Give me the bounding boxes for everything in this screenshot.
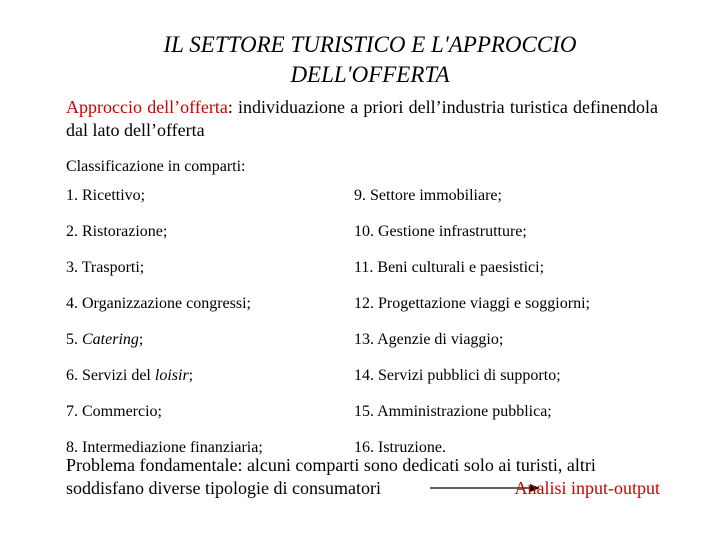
item-text: 1. Ricettivo; [66, 187, 146, 204]
intro-label: Approccio dell’offerta [66, 97, 228, 117]
item-text: 2. Ristorazione; [66, 223, 168, 240]
page-title: IL SETTORE TURISTICO E L'APPROCCIO DELL'OFFERTA [163, 32, 577, 87]
list-item [66, 186, 263, 222]
list-item [66, 330, 263, 366]
item-suffix: ; [188, 367, 194, 384]
problem-line-2-row [66, 477, 662, 500]
list-item: 10. Gestione infrastrutture; [354, 223, 527, 240]
problem-line-2: soddisfano diverse tipologie di consumatori [66, 478, 381, 498]
problem-line-1: Problema fondamentale: alcuni comparti sono dedicati solo ai turisti, altri [66, 455, 596, 475]
item-text: 8. Intermediazione finanziaria; [66, 439, 263, 456]
left-list [66, 186, 263, 474]
classification-heading: Classificazione in comparti: [66, 158, 246, 175]
list-item: 14. Servizi pubblici di supporto; [354, 367, 561, 384]
item-text: 4. Organizzazione congressi; [66, 295, 251, 312]
item-italic-text: loisir [154, 367, 189, 384]
list-item: 12. Progettazione viaggi e soggiorni; [354, 295, 590, 312]
item-text: 3. Trasporti; [66, 259, 145, 276]
item-suffix: ; [138, 331, 144, 348]
item-italic-text: Catering [82, 331, 139, 348]
list-item: 16. Istruzione. [354, 439, 446, 456]
list-item: 9. Settore immobiliare; [354, 187, 502, 204]
conclusion-label: Analisi input-output [514, 478, 660, 498]
list-item [66, 402, 263, 438]
list-item: 13. Agenzie di viaggio; [354, 331, 504, 348]
intro-paragraph [66, 96, 658, 142]
item-text: 5. [66, 331, 82, 348]
list-item [66, 222, 263, 258]
item-text: 6. Servizi del [66, 367, 155, 384]
right-list [354, 186, 590, 474]
list-item: 15. Amministrazione pubblica; [354, 403, 552, 420]
item-text: 7. Commercio; [66, 403, 162, 420]
list-item: 11. Beni culturali e paesistici; [354, 259, 545, 276]
list-item [66, 366, 263, 402]
list-item [66, 294, 263, 330]
list-item [66, 258, 263, 294]
problem-statement [66, 454, 662, 500]
intro-text: : individuazione a priori dell’industria turistica definendola dal lato dell’offerta [66, 97, 658, 140]
